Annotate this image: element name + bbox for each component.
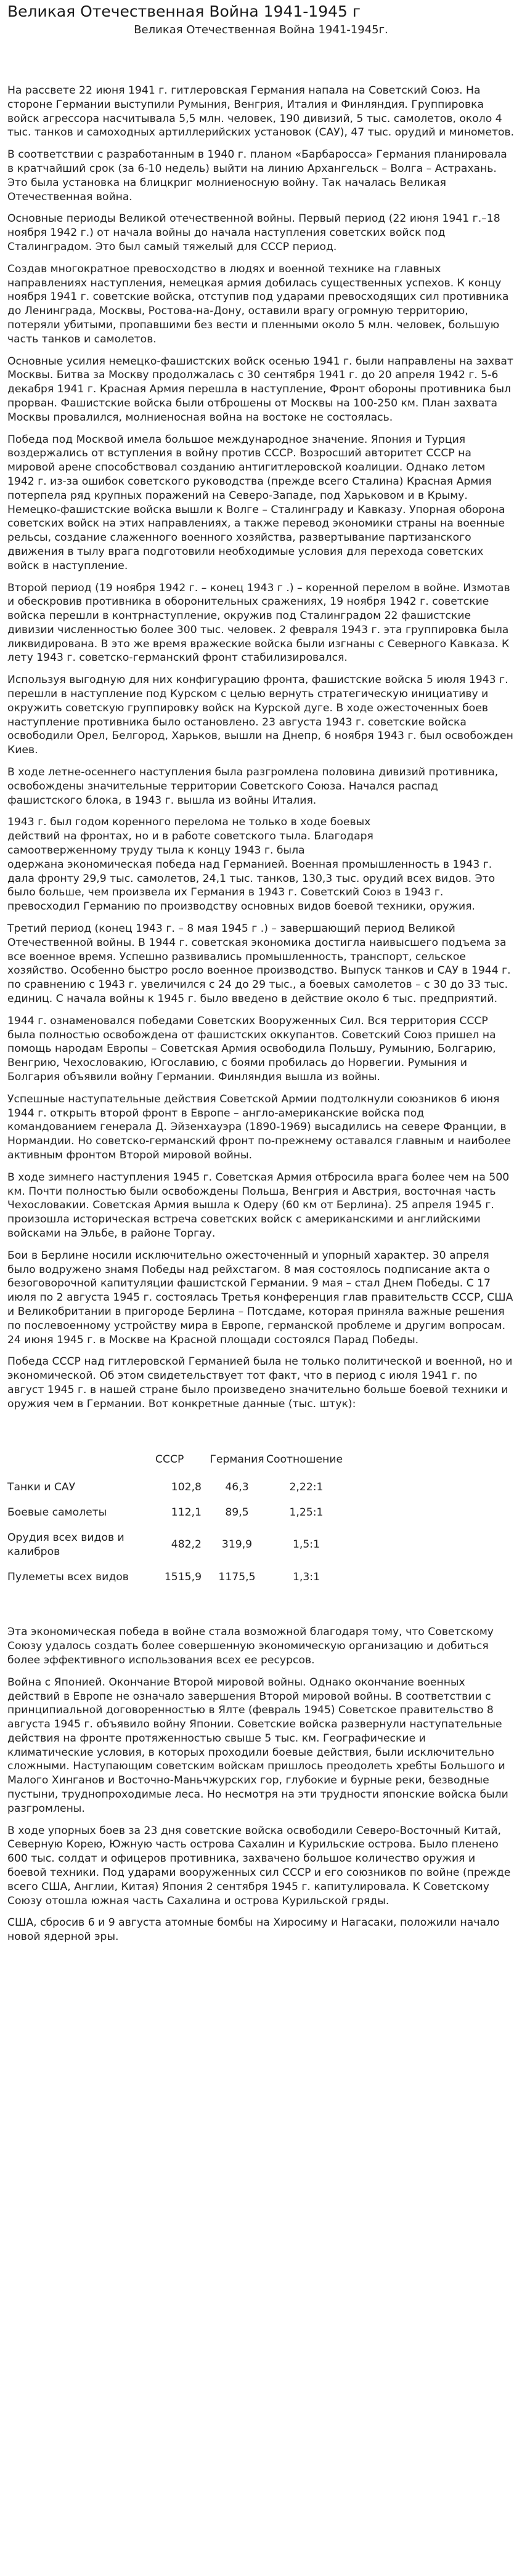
paragraph: Война с Японией. Окончание Второй мировой войны. Однако окончание военных действий в Европе не означало завершения Второй мировой войны. В соответствии с принципиальной договоренностью в Ялте (февраль 1945) Советское правительство 8 августа 1945 г. объявило войну Японии. Советские войска развернули наступательные действия на фронте протяженностью свыше 5 тыс. км. Географические и климатические условия, в которых проходили боевые действия, были исключительно сложными. Наступающим советским войскам пришлось преодолеть хребты Большого и Малого Хинганов и Восточно-Маньчжурских гор, глубокие и бурные реки, безводные пустыни, труднопроходимые леса. Но несмотря на эти трудности японские войска были разгромлены. xyxy=(7,1676,508,1815)
paragraph: В ходе летне-осеннего наступления была разгромлена половина дивизий противника, освобождены значительные территории Советского Союза. Начался распад фашистского блока, в 1943 г. вышла из войны Италия. xyxy=(7,766,499,807)
paragraph: Бои в Берлине носили исключительно ожесточенный и упорный характер. 30 апреля было водружено знамя Победы над рейхстагом. 8 мая состоялось подписание акта о безоговорочной капитуляции фашистской Германии. 9 мая – стал Днем Победы. С 17 июля по 2 августа 1945 г. состоялась Третья конференция глав правительств СССР, США и Великобритании в пригороде Берлина – Потсдаме, которая приняла важные решения по послевоенному устройству мира в Европе, германской проблеме и другим вопросам. 24 июня 1945 г. в Москве на Красной площади состоялся Парад Победы. xyxy=(7,1249,513,1346)
table-cell: 1,5:1 xyxy=(292,1538,320,1551)
paragraph: Победа под Москвой имела большое международное значение. Япония и Турция воздержались от вступления в войну против СССР. Возросший авторитет СССР на мировой арене способствовал созданию антигитлеровской коалиции. Однако летом 1942 г. из-за ошибок советского руководства (прежде всего Сталина) Красная Армия потерпела ряд крупных поражений на Северо-Западе, под Харьковом и в Крыму. Немецко-фашистские войска вышли к Волге – Сталинграду и Кавказу. Упорная оборона советских войск на этих направлениях, а также перевод экономики страны на военные рельсы, создание слаженного военного хозяйства, развертывание партизанского движения в тылу врага подготовили необходимые условия для перехода советских войск в наступление. xyxy=(7,433,505,572)
spacer xyxy=(7,38,515,84)
table-cell: 1,25:1 xyxy=(289,1506,324,1519)
table-cell: 1,3:1 xyxy=(292,1570,320,1583)
table-row xyxy=(7,1475,346,1500)
paragraph: Создав многократное превосходство в людях и военной технике на главных направлениях наступления, немецкая армия добилась существенных успехов. К концу ноября 1941 г. советские войска, отступив под ударами превосходящих сил противника до Ленинграда, Москвы, Ростова-на-Дону, оставили врагу огромную территорию, потеряли убитыми, пропавшими без вести и пленными около 5 млн. человек, большую часть танков и самолетов. xyxy=(7,262,509,345)
table-cell: Боевые самолеты xyxy=(7,1506,107,1519)
article-body-part-2 xyxy=(7,1625,515,1944)
table-cell: 46,3 xyxy=(225,1481,249,1494)
paragraph: Третий период (конец 1943 г. – 8 мая 1945 г .) – завершающий период Великой Отечественной войны. В 1944 г. советская экономика достигла наивысшего подъема за все военное время. Успешно развивались промышленность, транспорт, сельское хозяйство. Особенно быстро росло военное производство. Выпуск танков и САУ в 1944 г. по сравнению с 1943 г. увеличился с 24 до 29 тыс., а боевых самолетов – с 30 до 33 тыс. единиц. С начала войны к 1945 г. было введено в действие около 6 тыс. предприятий. xyxy=(7,923,511,1006)
paragraph: Основные усилия немецко-фашистских войск осенью 1941 г. были направлены на захват Москвы. Битва за Москву продолжалась с 30 сентября 1941 г. до 20 апреля 1942 г. 5-6 декабря 1941 г. Красная Армия перешла в наступление, Фронт обороны противника был прорван. Фашистские войска были отброшены от Москвы на 100-250 км. План захвата Москвы провалился, молниеносная война на востоке не состоялась. xyxy=(7,355,513,424)
paragraph: Успешные наступательные действия Советской Армии подтолкнули союзников 6 июня 1944 г. открыть второй фронт в Европе – англо-американские войска под командованием генерала Д. Эйзенхауэра (1890-1969) высадились на севере Франции, в Нормандии. Но советско-германский фронт по-прежнему оставался главным и наиболее активным фронтом Второй мировой войны. xyxy=(7,1092,511,1161)
paragraph: Победа СССР над гитлеровской Германией была не только политической и военной, но и экономической. Об этом свидетельствует тот факт, что в период с июля 1941 г. по август 1945 г. в нашей стране было произведено значительно больше боевой техники и оружия чем в Германии. Вот конкретные данные (тыс. штук): xyxy=(7,1355,513,1410)
table-cell: Орудия всех видов и калибров xyxy=(7,1531,124,1558)
paragraph: Используя выгодную для них конфигурацию фронта, фашистские войска 5 июля 1943 г. перешли в наступление под Курском с целью вернуть стратегическую инициативу и окружить советскую группировку войск на Курской дуге. В ходе ожесточенных боев наступление противника было остановлено. 23 августа 1943 г. советские войска освободили Орел, Белгород, Харьков, вышли на Днепр, 6 ноября 1943 г. был освобожден Киев. xyxy=(7,674,513,757)
table-header-cell: Германия xyxy=(210,1453,264,1466)
table-row xyxy=(7,1525,346,1565)
paragraph: В соответствии с разработанным в 1940 г. планом «Барбаросса» Германия планировала в кратчайший срок (за 6-10 недель) выйти на линию Архангельск – Волга – Астрахань. Это была установка на блицкриг молниеносную войну. Так началась Великая Отечественная война. xyxy=(7,148,507,203)
table-cell: 319,9 xyxy=(221,1538,253,1551)
article-body-part-1 xyxy=(7,84,515,1411)
paragraph: На рассвете 22 июня 1941 г. гитлеровская Германия напала на Советский Союз. На стороне Германии выступили Румыния, Венгрия, Италия и Финляндия. Группировка войск агрессора насчитывала 5,5 млн. человек, 190 дивизий, 5 тыс. самолетов, около 4 тыс. танков и самоходных артиллерийских установок (САУ), 47 тыс. орудий и минометов. xyxy=(7,84,515,139)
paragraph: В ходе упорных боев за 23 дня советские войска освободили Северо-Восточный Китай, Северную Корею, Южную часть острова Сахалин и Курильские острова. Было пленено 600 тыс. солдат и офицеров противника, захвачено большое количество оружия и боевой техники. Под ударами вооруженных сил СССР и его союзников по войне (прежде всего США, Англии, Китая) Япония 2 сентября 1945 г. капитулировала. К Советскому Союзу отошла южная часть Сахалина и острова Курильской гряды. xyxy=(7,1824,511,1907)
table-header-cell xyxy=(7,1447,155,1476)
table-cell: 89,5 xyxy=(225,1506,249,1519)
table-header-cell: Соотношение xyxy=(266,1453,343,1466)
table-header-row xyxy=(7,1447,346,1476)
paragraph: Основные периоды Великой отечественной войны. Первый период (22 июня 1941 г.–18 ноября 1942 г.) от начала войны до начала наступления советских войск под Сталинградом. Это был самый тяжелый для СССР период. xyxy=(7,212,500,253)
paragraph: США, сбросив 6 и 9 августа атомные бомбы на Хиросиму и Нагасаки, положили начало новой ядерной эры. xyxy=(7,1916,500,1944)
paragraph: Второй период (19 ноября 1942 г. – конец 1943 г .) – коренной перелом в войне. Измотав и обескровив противника в оборонительных сражениях, 19 ноября 1942 г. советские войска перешли в контрнаступление, окружив под Сталинградом 22 фашистские дивизии численностью более 300 тыс. человек. 2 февраля 1943 г. эта группировка была ликвидирована. В это же время вражеские войска были изгнаны с Северного Кавказа. К лету 1943 г. советско-германский фронт стабилизировался. xyxy=(7,581,510,664)
table-header-cell: СССР xyxy=(155,1453,184,1466)
production-stats-table xyxy=(7,1447,346,1590)
table-cell: 102,8 xyxy=(171,1481,202,1494)
table-cell: 112,1 xyxy=(171,1506,202,1519)
paragraph: В ходе зимнего наступления 1945 г. Советская Армия отбросила врага более чем на 500 км. Почти полностью были освобождены Польша, Венгрия и Австрия, восточная часть Чехословакии. Советская Армия вышла к Одеру (60 км от Берлина). 25 апреля 1945 г. произошла историческая встреча советских войск с американскими и английскими войсками на Эльбе, в районе Торгау. xyxy=(7,1171,510,1240)
table-row xyxy=(7,1500,346,1525)
paragraph: 1944 г. ознаменовался победами Советских Вооруженных Сил. Вся территория СССР была полностью освобождена от фашистских оккупантов. Советский Союз пришел на помощь народам Европы – Советская Армия освободила Польшу, Румынию, Болгарию, Венгрию, Чехословакию, Югославию, с боями пробилась до Норвегии. Румыния и Болгария объявили войну Германии. Финляндия вышла из войны. xyxy=(7,1014,496,1083)
table-row xyxy=(7,1565,346,1590)
table-body xyxy=(7,1475,346,1589)
paragraph: Эта экономическая победа в войне стала возможной благодаря тому, что Советскому Союзу удалось создать более совершенную экономическую организацию и добиться более эффективного использования всех ее ресурсов. xyxy=(7,1626,494,1666)
table-cell: Пулеметы всех видов xyxy=(7,1570,129,1583)
paragraph: 1943 г. был годом коренного перелома не только в ходе боевых действий на фронтах, но и в работе советского тыла. Благодаря самоотверженному труду тыла к концу 1943 г. была одержана экономическая победа над Германией. Военная промышленность в 1943 г. дала фронту 29,9 тыс. самолетов, 24,1 тыс. танков, 130,3 тыс. орудий всех видов. Это было больше, чем произвела их Германия в 1943 г. Советский Союз в 1943 г. превосходил Германию по производству основных видов боевой техники, оружия. xyxy=(7,816,495,913)
table-cell: 1175,5 xyxy=(218,1570,256,1583)
stats-table-wrapper xyxy=(7,1447,515,1590)
table-cell: 482,2 xyxy=(171,1538,202,1551)
page-title: Великая Отечественная Война 1941-1945 г xyxy=(7,2,361,20)
table-cell: 2,22:1 xyxy=(289,1481,324,1494)
table-cell: Танки и САУ xyxy=(7,1481,76,1494)
table-cell: 1515,9 xyxy=(164,1570,202,1583)
page-subtitle: Великая Отечественная Война 1941-1945г. xyxy=(134,23,388,36)
